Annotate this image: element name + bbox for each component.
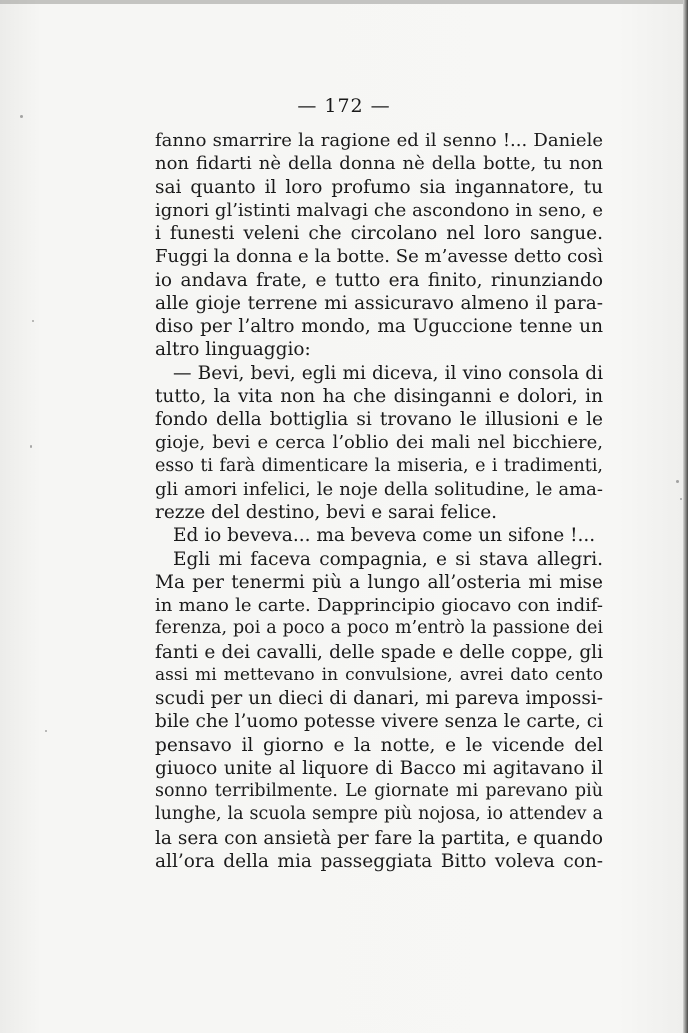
text-line: alle gioje terrene mi assicuravo almeno il para- <box>155 292 603 314</box>
paper-speck <box>30 445 32 448</box>
paper-speck <box>676 480 679 483</box>
text-line: fanti e dei cavalli, delle spade e delle coppe, gli <box>155 641 603 663</box>
text-line: ignori gl’istinti malvagi che ascondono in seno, e <box>155 199 603 221</box>
text-line: Fuggi la donna e la botte. Se m’avesse detto così <box>155 246 603 268</box>
text-line: in mano le carte. Dapprincipio giocavo con indif- <box>155 595 603 616</box>
page-binding-edge <box>683 0 688 1033</box>
text-line: sonno terribilmente. Le giornate mi parevano più <box>155 781 603 801</box>
text-line: pensavo il giorno e la notte, e le vicende del <box>155 734 603 756</box>
page-number: — 172 — <box>297 95 391 117</box>
text-line: lunghe, la scuola sempre più nojosa, io attendev a <box>155 804 603 825</box>
text-line: tutto, la vita non ha che disinganni e dolori, in <box>155 385 603 407</box>
text-line: esso ti farà dimenticare la miseria, e i tradimenti, <box>155 455 603 476</box>
text-line: giuoco unite al liquore di Bacco mi agitavano il <box>155 757 603 779</box>
text-line: i funesti veleni che circolano nel loro sangue. <box>155 223 603 244</box>
text-line: io andava frate, e tutto era finito, rinunziando <box>155 269 603 291</box>
paper-speck <box>680 498 682 500</box>
text-line: scudi per un dieci di danari, mi pareva impossi- <box>155 688 603 709</box>
text-line: rezze del destino, bevi e sarai felice. <box>155 502 498 523</box>
text-line: assi mi mettevano in convulsione, avrei dato cento <box>155 664 603 685</box>
text-line: gli amori infelici, le noje della solitudine, le ama- <box>155 478 603 500</box>
text-line: diso per l’altro mondo, ma Uguccione tenne un <box>155 316 603 337</box>
text-line: Ma per tenermi più a lungo all’osteria mi mise <box>155 571 603 593</box>
paper-speck <box>32 320 34 322</box>
text-line: non fidarti nè della donna nè della botte, tu non <box>155 153 603 175</box>
text-line: ferenza, poi a poco a poco m’entrò la passione dei <box>155 618 603 639</box>
text-line: gioje, bevi e cerca l’oblio dei mali nel bicchiere, <box>155 432 603 454</box>
text-line: la sera con ansietà per fare la partita, e quando <box>155 827 603 849</box>
text-line: fanno smarrire la ragione ed il senno !... Daniele <box>155 130 603 151</box>
paper-speck <box>45 730 47 732</box>
body-text <box>155 129 603 873</box>
text-line: sai quanto il loro profumo sia ingannatore, tu <box>155 176 603 198</box>
page-top-edge <box>0 0 688 4</box>
text-line: altro linguaggio: <box>155 339 311 361</box>
text-line: all’ora della mia passeggiata Bitto voleva con- <box>155 850 603 872</box>
text-line: fondo della bottiglia si trovano le illusioni e le <box>155 409 603 430</box>
text-line: Ed io beveva... ma beveva come un sifone !... <box>173 525 596 547</box>
text-line: Egli mi faceva compagnia, e si stava allegri. <box>173 548 603 570</box>
text-line: bile che l’uomo potesse vivere senza le carte, ci <box>155 711 604 733</box>
text-line: — Bevi, bevi, egli mi diceva, il vino consola di <box>173 362 603 384</box>
